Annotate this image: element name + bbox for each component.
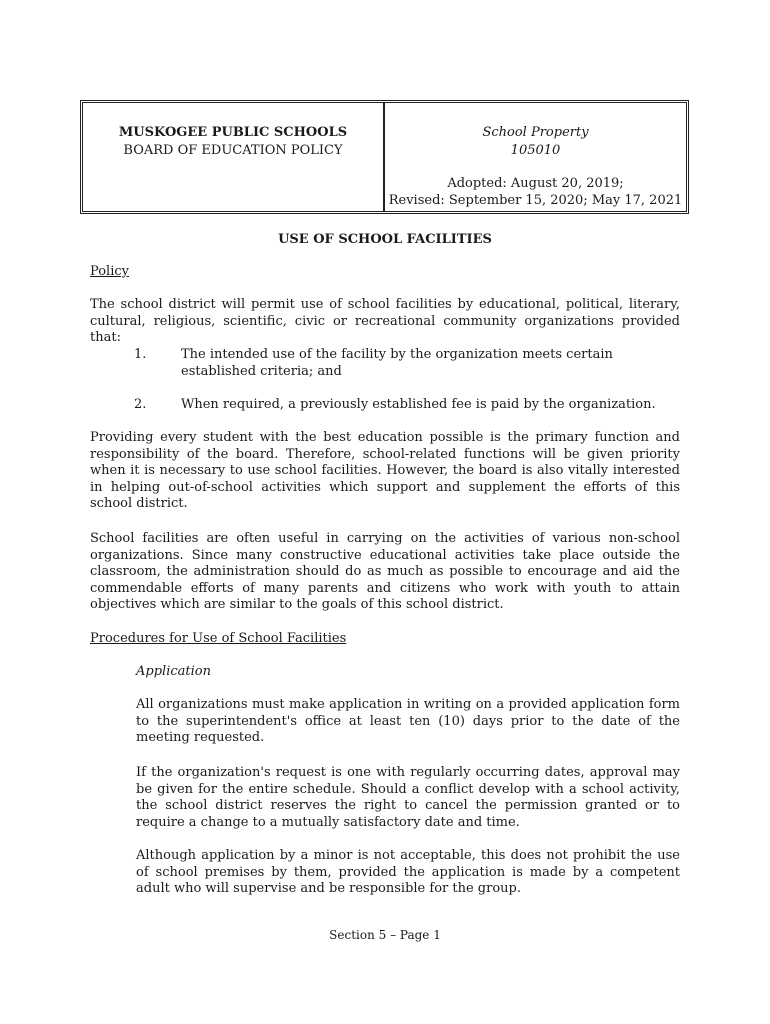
header-right-cell [385,103,686,211]
list-item-number: 1. [134,347,147,362]
application-paragraph-3: Although application by a minor is not acceptable, this does not prohibit the use of school premises by them, provided the application is made by a competent adult who will supervise and be responsible for the group. [136,848,680,897]
adopted-date: Adopted: August 20, 2019; [447,176,624,191]
non-school-paragraph: School facilities are often useful in carrying on the activities of various non-school organizations. Since many constructive educational activities take place outside the classroom, the administration should do as much as possible to encourage and aid the commendable efforts of many parents and citizens who work with youth to attain objectives which are similar to the goals of this school district. [90,531,680,613]
document-title: USE OF SCHOOL FACILITIES [278,232,492,247]
revised-dates: Revised: September 15, 2020; May 17, 2021 [388,193,683,208]
priority-paragraph: Providing every student with the best education possible is the primary function and responsibility of the board. Therefore, school-related functions will be given priority when it is necessary to use school facilities. However, the board is also vitally interested in helping out-of-school activities which support and supplement the efforts of this school district. [90,430,680,512]
policy-category: School Property [482,125,589,140]
application-heading: Application [136,664,211,679]
list-item-text: When required, a previously established fee is paid by the organization. [181,397,656,412]
page-footer: Section 5 – Page 1 [329,928,441,942]
application-paragraph-1: All organizations must make application in writing on a provided application form to the superintendent's office at least ten (10) days prior to the date of the meeting requested. [136,697,680,746]
district-name: MUSKOGEE PUBLIC SCHOOLS [118,125,348,140]
list-item-text: The intended use of the facility by the organization meets certain established criteria; and [181,347,613,379]
policy-header-box [80,100,689,214]
list-item-number: 2. [134,397,147,412]
intro-paragraph: The school district will permit use of school facilities by educational, political, literary, cultural, religious, scientific, civic or recreational community organizations provided that: [90,297,680,346]
policy-board-label: BOARD OF EDUCATION POLICY [123,143,343,158]
policy-heading: Policy [90,264,129,279]
application-paragraph-2: If the organization's request is one with regularly occurring dates, approval may be given for the entire schedule. Should a conflict develop with a school activity, the school district reserves the right to cancel the permission granted or to require a change to a mutually satisfactory date and time. [136,765,680,830]
procedures-heading: Procedures for Use of School Facilities [90,631,347,646]
header-left-cell [83,103,385,211]
policy-code: 105010 [510,143,561,158]
